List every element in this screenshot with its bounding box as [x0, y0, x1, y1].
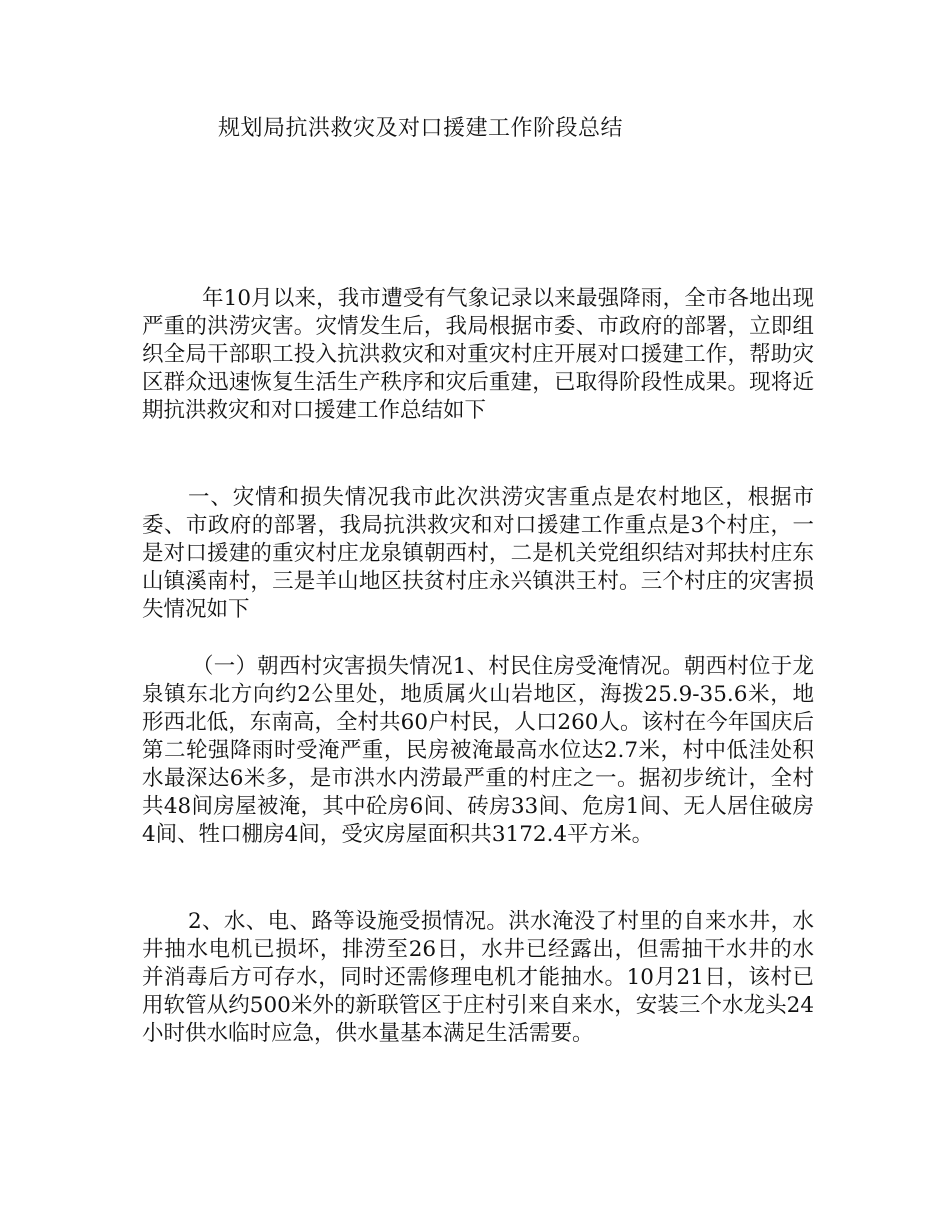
paragraph-chaoxi-housing: （一）朝西村灾害损失情况1、村民住房受淹情况。朝西村位于龙泉镇东北方向约2公里处，地质属火山岩地区，海拨25.9-35.6米，地形西北低，东南高，全村共60户村民，人口260人。该村在今年国庆后第二轮强降雨时受淹严重，民房被淹最高水位达2.7米，村中低洼处积水最深达6米多，是市洪水内涝最严重的村庄之一。据初步统计，全村共48间房屋被淹，其中砼房6间、砖房33间、危房1间、无人居住破房4间、牲口棚房4间，受灾房屋面积共3172.4平方米。	[142, 654, 814, 847]
paragraph-disaster-overview: 一、灾情和损失情况我市此次洪涝灾害重点是农村地区，根据市委、市政府的部署，我局抗洪救灾和对口援建工作重点是3个村庄，一是对口援建的重灾村庄龙泉镇朝西村，二是机关党组织结对邦扶村庄东山镇溪南村，三是羊山地区扶贫村庄永兴镇洪王村。三个村庄的灾害损失情况如下	[142, 485, 814, 622]
paragraph-chaoxi-facilities: 2、水、电、路等设施受损情况。洪水淹没了村里的自来水井，水井抽水电机已损坏，排涝至26日，水井已经露出，但需抽干水井的水并消毒后方可存水，同时还需修理电机才能抽水。10月21日，该村已用软管从约500米外的新联管区于庄村引来自来水，安装三个水龙头24小时供水临时应急，供水量基本满足生活需要。	[142, 909, 814, 1046]
document-title: 规划局抗洪救灾及对口援建工作阶段总结	[218, 116, 624, 141]
paragraph-intro: 年10月以来，我市遭受有气象记录以来最强降雨，全市各地出现严重的洪涝灾害。灾情发生后，我局根据市委、市政府的部署，立即组织全局干部职工投入抗洪救灾和对重灾村庄开展对口援建工作，帮助灾区群众迅速恢复生活生产秩序和灾后重建，已取得阶段性成果。现将近期抗洪救灾和对口援建工作总结如下	[142, 286, 814, 423]
